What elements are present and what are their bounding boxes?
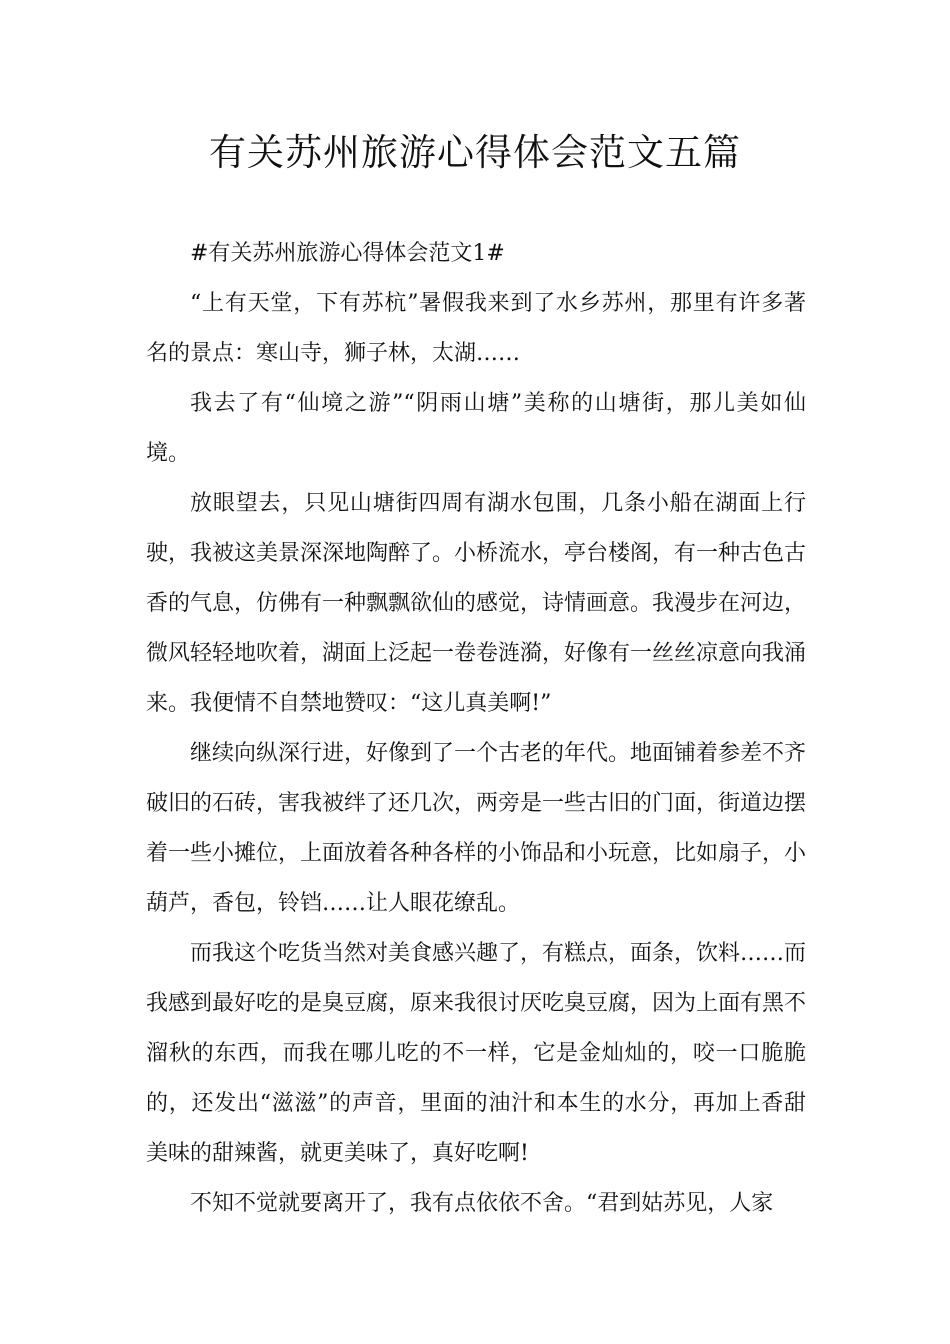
document-body xyxy=(146,229,806,1229)
section-heading: #有关苏州旅游心得体会范文1# xyxy=(190,241,505,266)
paragraph: “上有天堂，下有苏杭”暑假我来到了水乡苏州，那里有许多著名的景点：寒山寺，狮子林，太湖…… xyxy=(146,291,806,366)
paragraph: 而我这个吃货当然对美食感兴趣了，有糕点，面条，饮料……而我感到最好吃的是臭豆腐，原来我很讨厌吃臭豆腐，因为上面有黑不溜秋的东西，而我在哪儿吃的不一样，它是金灿灿的，咬一口脆脆的，还发出“滋滋”的声音，里面的油汁和本生的水分，再加上香甜美味的甜辣酱，就更美味了，真好吃啊! xyxy=(146,941,807,1166)
paragraph: 继续向纵深行进，好像到了一个古老的年代。地面铺着参差不齐破旧的石砖，害我被绊了还几次，两旁是一些古旧的门面，街道边摆着一些小摊位，上面放着各种各样的小饰品和小玩意，比如扇子，小葫芦，香包，铃铛……让人眼花缭乱。 xyxy=(146,741,807,916)
document-title: 有关苏州旅游心得体会范文五篇 xyxy=(209,131,741,174)
paragraph: 放眼望去，只见山塘街四周有湖水包围，几条小船在湖面上行驶，我被这美景深深地陶醉了。小桥流水，亭台楼阁，有一种古色古香的气息，仿佛有一种飘飘欲仙的感觉，诗情画意。我漫步在河边，微风轻轻地吹着，湖面上泛起一卷卷涟漪，好像有一丝丝凉意向我涌来。我便情不自禁地赞叹：“这儿真美啊!” xyxy=(146,491,807,716)
paragraph: 我去了有“仙境之游”“阴雨山塘”美称的山塘街，那儿美如仙境。 xyxy=(146,391,806,466)
paragraph: 不知不觉就要离开了，我有点依依不舍。“君到姑苏见，人家 xyxy=(190,1191,774,1216)
